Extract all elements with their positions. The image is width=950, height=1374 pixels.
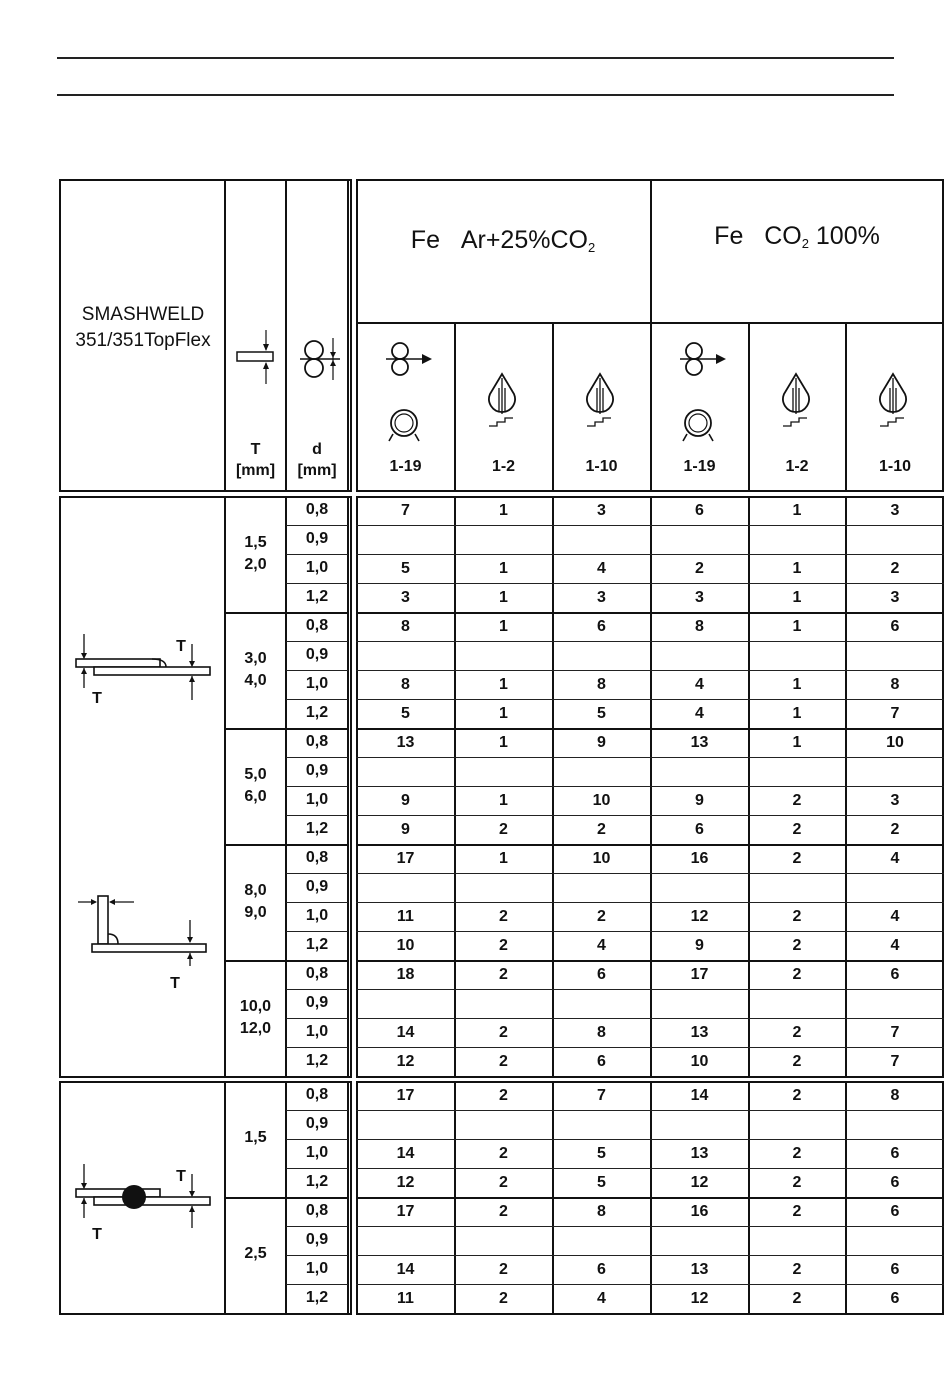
setting-cell: 3 [890, 589, 900, 606]
setting-cell: 6 [890, 1261, 900, 1278]
setting-cell: 9 [401, 821, 410, 838]
wire-diameter-value: 0,8 [305, 1202, 329, 1219]
setting-cell: 14 [396, 1261, 415, 1278]
setting-cell: 12 [396, 1174, 415, 1191]
setting-cell: 6 [597, 1261, 606, 1278]
row-divider [286, 1255, 348, 1256]
setting-cell: 9 [695, 937, 704, 954]
row-divider [356, 786, 944, 787]
setting-cell: 10 [592, 850, 611, 867]
setting-cell: 3 [695, 589, 704, 606]
wire-diameter-value: 1,2 [305, 1289, 329, 1306]
setting-cell: 12 [396, 1053, 415, 1070]
row-divider [286, 989, 348, 990]
setting-cell: 17 [396, 850, 415, 867]
thickness-line: 9,0 [244, 904, 267, 921]
setting-cell: 1 [792, 676, 802, 693]
row-divider [286, 1284, 348, 1285]
setting-cell: 1 [499, 850, 508, 867]
setting-cell: 17 [396, 1203, 415, 1220]
wire-diameter-value: 1,2 [305, 704, 329, 721]
wire-diameter-value: 1,2 [305, 588, 329, 605]
setting-cell: 2 [499, 1203, 508, 1220]
row-divider [286, 525, 348, 526]
setting-cell: 7 [890, 1024, 900, 1041]
wire-diameter-value: 1,0 [305, 1260, 329, 1277]
setting-cell: 5 [401, 705, 410, 722]
thickness-marker-T: T [176, 638, 186, 655]
setting-cell: 6 [890, 1145, 900, 1162]
setting-cell: 8 [401, 676, 410, 693]
setting-cell: 1 [792, 502, 802, 519]
setting-cell: 1 [499, 560, 508, 577]
setting-cell: 2 [792, 1261, 802, 1278]
wire-diameter-value: 1,0 [305, 675, 329, 692]
setting-cell: 1 [499, 618, 508, 635]
row-divider [286, 554, 348, 555]
setting-range-label: 1-10 [878, 458, 912, 475]
voltage-fine-knob-icon [583, 372, 623, 428]
row-divider [356, 931, 944, 932]
setting-cell: 13 [690, 734, 709, 751]
thickness-line: 8,0 [244, 882, 267, 899]
tee-joint-icon [76, 886, 216, 966]
thickness-line: 6,0 [244, 788, 267, 805]
setting-cell: 10 [592, 792, 611, 809]
row-divider [286, 873, 348, 874]
row-divider [286, 1047, 348, 1048]
setting-cell: 6 [890, 618, 900, 635]
thickness-value [226, 880, 285, 924]
thickness-line: 1,5 [244, 1129, 267, 1146]
setting-cell: 8 [597, 1024, 606, 1041]
group-divider [224, 844, 349, 846]
row-divider [286, 757, 348, 758]
wire-diameter-value: 0,8 [305, 733, 329, 750]
row-divider [356, 815, 944, 816]
wire-diameter-value: 1,2 [305, 936, 329, 953]
thickness-line: 3,0 [244, 650, 267, 667]
row-divider [356, 1168, 944, 1169]
setting-cell: 2 [499, 1145, 508, 1162]
group-divider [224, 612, 349, 614]
row-divider [286, 699, 348, 700]
setting-range-label: 1-19 [389, 458, 422, 475]
setting-cell: 6 [890, 1290, 900, 1307]
setting-cell: 4 [890, 908, 900, 925]
setting-cell: 1 [499, 676, 508, 693]
setting-cell: 7 [401, 502, 410, 519]
row-divider [356, 554, 944, 555]
thickness-value [226, 1127, 285, 1149]
col-d-unit: [mm] [297, 462, 337, 479]
setting-cell: 6 [597, 1053, 606, 1070]
group-divider [356, 728, 944, 730]
setting-cell: 2 [792, 908, 802, 925]
thickness-line: 2,0 [244, 556, 267, 573]
gas-header-argon-mix: Fe $Ar+25\%CO_2$ [410, 226, 596, 255]
thickness-marker-T: T [176, 1168, 186, 1185]
setting-range-label: 1-2 [785, 458, 809, 475]
setting-cell: 1 [499, 734, 508, 751]
wire-diameter-value: 1,0 [305, 559, 329, 576]
setting-cell: 4 [890, 937, 900, 954]
group-divider [224, 960, 349, 962]
setting-cell: 4 [695, 676, 704, 693]
setting-cell: 1 [499, 589, 508, 606]
col-T-unit: [mm] [235, 462, 276, 479]
setting-cell: 2 [792, 1203, 802, 1220]
setting-cell: 2 [792, 1290, 802, 1307]
setting-range-label: 1-19 [683, 458, 716, 475]
thickness-value [226, 532, 285, 576]
group-divider [224, 1197, 349, 1199]
row-divider [286, 931, 348, 932]
setting-cell: 10 [886, 734, 904, 751]
wire-diameter-value: 1,0 [305, 791, 329, 808]
row-divider [286, 902, 348, 903]
setting-cell: 3 [401, 589, 410, 606]
setting-cell: 3 [597, 589, 606, 606]
wire-diameter-value: 0,8 [305, 965, 329, 982]
group-divider [356, 1197, 944, 1199]
thickness-line: 10,0 [239, 998, 272, 1015]
setting-cell: 2 [792, 966, 802, 983]
wire-diameter-value: 1,2 [305, 1052, 329, 1069]
row-divider [286, 1139, 348, 1140]
setting-cell: 2 [597, 908, 606, 925]
wire-diameter-value: 0,9 [305, 1231, 329, 1248]
setting-cell: 17 [396, 1087, 415, 1104]
setting-cell: 2 [499, 1024, 508, 1041]
setting-cell: 2 [890, 560, 900, 577]
setting-cell: 16 [690, 850, 709, 867]
setting-cell: 1 [499, 705, 508, 722]
wire-diameter-value: 0,8 [305, 617, 329, 634]
thickness-line: 4,0 [244, 672, 267, 689]
gas-header-co2: Fe $CO_2$ 100% [714, 222, 880, 251]
setting-cell: 4 [890, 850, 900, 867]
setting-cell: 4 [597, 1290, 606, 1307]
row-divider [356, 1284, 944, 1285]
row-divider [356, 1047, 944, 1048]
setting-cell: 12 [690, 908, 709, 925]
row-divider [356, 699, 944, 700]
setting-cell: 4 [597, 560, 606, 577]
model-name-line1: SMASHWELD [81, 304, 205, 325]
row-divider [286, 1018, 348, 1019]
setting-cell: 2 [499, 908, 508, 925]
row-divider [286, 815, 348, 816]
setting-cell: 3 [890, 792, 900, 809]
thickness-value [226, 1243, 285, 1265]
voltage-coarse-knob-icon [485, 372, 525, 428]
wire-feed-speed-icon [380, 338, 434, 448]
row-divider [356, 902, 944, 903]
row-divider [356, 757, 944, 758]
thickness-marker-T: T [92, 1226, 102, 1243]
setting-cell: 11 [397, 908, 414, 925]
wire-diameter-value: 1,0 [305, 1144, 329, 1161]
group-divider [356, 612, 944, 614]
voltage-fine-knob-icon [876, 372, 916, 428]
setting-cell: 12 [690, 1174, 709, 1191]
setting-range-label: 1-2 [491, 458, 516, 475]
setting-cell: 3 [890, 502, 900, 519]
row-divider [286, 1110, 348, 1111]
setting-cell: 2 [792, 821, 802, 838]
setting-cell: 1 [499, 502, 508, 519]
row-divider [356, 1018, 944, 1019]
setting-cell: 3 [597, 502, 606, 519]
wire-diameter-value: 1,0 [305, 1023, 329, 1040]
row-divider [286, 670, 348, 671]
setting-cell: 2 [792, 850, 802, 867]
setting-cell: 14 [690, 1087, 709, 1104]
row-divider [286, 641, 348, 642]
setting-cell: 8 [890, 676, 900, 693]
top-rule-2 [57, 94, 894, 96]
row-divider [356, 1139, 944, 1140]
row-divider [356, 989, 944, 990]
setting-cell: 6 [597, 618, 606, 635]
setting-cell: 6 [695, 502, 704, 519]
wire-diameter-value: 0,8 [305, 501, 329, 518]
setting-cell: 16 [690, 1203, 709, 1220]
setting-cell: 10 [396, 937, 415, 954]
wire-diameter-value: 0,9 [305, 1115, 329, 1132]
thickness-value [226, 996, 285, 1040]
wire-diameter-icon [296, 336, 344, 384]
setting-cell: 2 [792, 1145, 802, 1162]
setting-cell: 1 [499, 792, 508, 809]
setting-cell: 8 [597, 676, 606, 693]
setting-cell: 4 [695, 705, 704, 722]
group-divider [356, 844, 944, 846]
setting-cell: 2 [695, 560, 704, 577]
setting-cell: 1 [792, 705, 802, 722]
model-name-line2: 351/351TopFlex [75, 330, 211, 351]
setting-cell: 18 [396, 966, 415, 983]
setting-cell: 6 [597, 966, 606, 983]
setting-cell: 1 [792, 734, 802, 751]
setting-cell: 2 [792, 1087, 802, 1104]
setting-cell: 17 [690, 966, 709, 983]
row-divider [356, 670, 944, 671]
setting-cell: 9 [695, 792, 704, 809]
setting-cell: 13 [690, 1261, 709, 1278]
setting-cell: 8 [401, 618, 410, 635]
setting-cell: 2 [890, 821, 900, 838]
setting-cell: 9 [597, 734, 606, 751]
setting-cell: 13 [396, 734, 415, 751]
spot-weld-joint-icon [70, 1160, 216, 1236]
setting-cell: 13 [690, 1024, 709, 1041]
setting-cell: 1 [792, 618, 802, 635]
thickness-line: 1,5 [244, 534, 267, 551]
setting-cell: 10 [690, 1053, 709, 1070]
setting-cell: 2 [792, 1174, 802, 1191]
row-divider [356, 583, 944, 584]
thickness-line: 5,0 [244, 766, 267, 783]
setting-range-label: 1-10 [585, 458, 618, 475]
setting-cell: 2 [499, 1174, 508, 1191]
setting-cell: 1 [792, 560, 802, 577]
setting-cell: 7 [597, 1087, 606, 1104]
setting-cell: 7 [890, 705, 900, 722]
setting-cell: 14 [396, 1145, 415, 1162]
wire-feed-speed-icon [674, 338, 728, 448]
setting-cell: 11 [397, 1290, 414, 1307]
setting-cell: 8 [890, 1087, 900, 1104]
setting-cell: 8 [597, 1203, 606, 1220]
setting-cell: 5 [401, 560, 410, 577]
setting-cell: 5 [597, 1145, 606, 1162]
wire-diameter-value: 0,8 [305, 1086, 329, 1103]
setting-cell: 12 [690, 1290, 709, 1307]
wire-diameter-value: 0,9 [305, 646, 329, 663]
voltage-coarse-knob-icon [779, 372, 819, 428]
row-divider [356, 1226, 944, 1227]
col-T-label: T [250, 441, 261, 458]
setting-cell: 6 [890, 1203, 900, 1220]
setting-cell: 2 [499, 1087, 508, 1104]
setting-cell: 8 [695, 618, 704, 635]
setting-cell: 7 [890, 1053, 900, 1070]
top-rule-1 [57, 57, 894, 59]
thickness-marker-T: T [92, 690, 102, 707]
thickness-marker-T: T [170, 975, 180, 992]
setting-cell: 2 [597, 821, 606, 838]
row-divider [286, 786, 348, 787]
thickness-value [226, 764, 285, 808]
wire-diameter-value: 1,2 [305, 1173, 329, 1190]
row-divider [356, 525, 944, 526]
setting-cell: 2 [499, 966, 508, 983]
wire-diameter-value: 0,9 [305, 530, 329, 547]
wire-diameter-value: 0,9 [305, 762, 329, 779]
setting-cell: 9 [401, 792, 410, 809]
wire-diameter-value: 1,0 [305, 907, 329, 924]
thickness-line: 2,5 [244, 1245, 267, 1262]
setting-cell: 2 [499, 1261, 508, 1278]
setting-cell: 2 [499, 1290, 508, 1307]
row-divider [286, 1226, 348, 1227]
setting-cell: 6 [890, 1174, 900, 1191]
setting-cell: 6 [695, 821, 704, 838]
setting-cell: 5 [597, 705, 606, 722]
setting-cell: 2 [792, 937, 802, 954]
setting-cell: 13 [690, 1145, 709, 1162]
setting-cell: 6 [890, 966, 900, 983]
setting-cell: 1 [792, 589, 802, 606]
row-divider [286, 583, 348, 584]
row-divider [356, 1110, 944, 1111]
wire-diameter-value: 0,8 [305, 849, 329, 866]
row-divider [356, 1255, 944, 1256]
group-divider [356, 960, 944, 962]
row-divider [286, 1168, 348, 1169]
setting-cell: 2 [499, 1053, 508, 1070]
thickness-line: 12,0 [239, 1020, 272, 1037]
setting-cell: 4 [597, 937, 606, 954]
group-divider [224, 728, 349, 730]
setting-cell: 2 [499, 937, 508, 954]
setting-cell: 5 [597, 1174, 606, 1191]
thickness-value [226, 648, 285, 692]
setting-cell: 2 [499, 821, 508, 838]
plate-thickness-icon [234, 328, 278, 388]
row-divider [356, 641, 944, 642]
wire-diameter-value: 0,9 [305, 878, 329, 895]
setting-cell: 14 [396, 1024, 415, 1041]
setting-cell: 2 [792, 1053, 802, 1070]
col-d-label: d [312, 441, 322, 458]
wire-diameter-value: 0,9 [305, 994, 329, 1011]
row-divider [356, 873, 944, 874]
wire-diameter-value: 1,2 [305, 820, 329, 837]
setting-cell: 2 [792, 792, 802, 809]
setting-cell: 2 [792, 1024, 802, 1041]
